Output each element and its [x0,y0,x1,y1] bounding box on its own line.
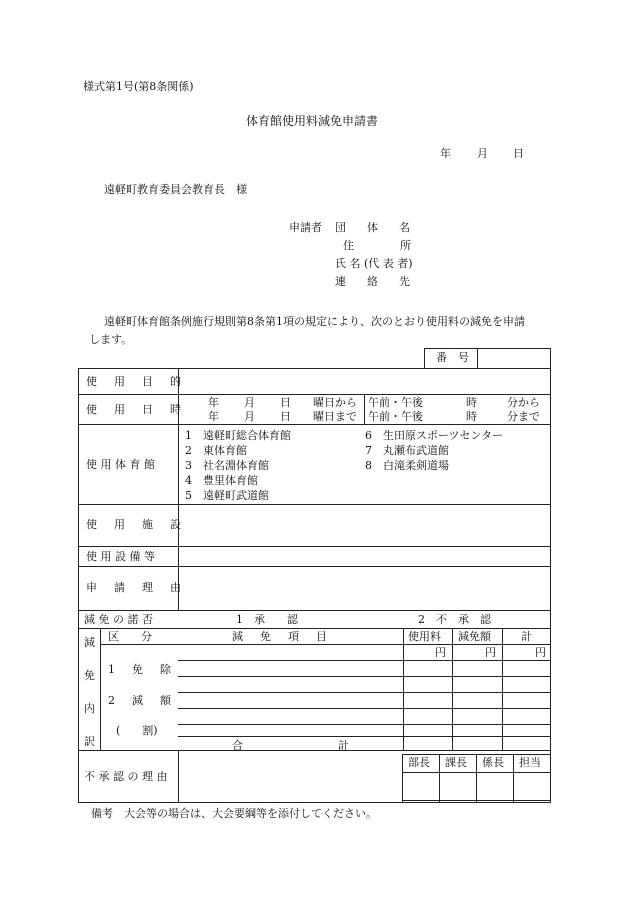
dt2-weekday: 曜日まで [313,410,357,423]
remarks: 備考 大会等の場合は、大会要綱等を添付してください。 [91,807,377,820]
gym-option: 4 豊里体育館 [185,474,258,487]
label-gym: 使 用 体 育 館 [86,458,155,471]
dt2-minute: 分まで [507,410,540,423]
rule [78,394,551,395]
applicant-name: 氏 名 (代 表 者) [335,257,413,270]
dt1-day: 日 [280,396,291,409]
rule [78,628,551,629]
body-text-line2: します。 [89,333,133,346]
dt1-weekday: 曜日から [313,396,357,409]
sum-total-label: 計 [338,739,349,752]
applicant-address: 住 所 [343,239,419,252]
rule [78,566,551,567]
dt2-month: 月 [244,410,255,423]
rule [178,724,551,725]
breakdown-side: 減 [84,636,95,649]
table-border [78,368,79,802]
rule [402,754,551,755]
breakdown-side: 内 [84,702,95,715]
dt1-minute: 分から [507,396,540,409]
stamp-dept-head: 部長 [408,756,430,769]
stamp-chief: 係長 [482,756,504,769]
rule [100,628,101,750]
approval-approve: 1 承 認 [236,613,298,626]
rule [78,424,551,425]
col-total: 計 [521,630,532,643]
rule [78,750,551,751]
rule [502,628,503,750]
rule [477,348,478,368]
rule [402,800,551,801]
rule [452,628,453,750]
body-text-line1: 遠軽町体育館条例施行規則第8条第1項の規定により、次のとおり使用料の減免を申請 [104,315,525,328]
label-reason: 申 請 理 由 [86,581,184,594]
col-item: 減 免 項 目 [232,630,330,643]
dt1-month: 月 [244,396,255,409]
approval-disapprove: 2 不 承 認 [418,613,491,626]
rule [178,750,179,802]
addressee: 遠軽町教育委員会教育長 様 [104,183,247,196]
rule [402,754,403,802]
category-exempt: 1 免 除 [108,663,174,676]
yen-fee: 円 [435,646,446,659]
applicant-contact: 連 絡 先 [335,275,415,288]
label-equipment: 使 用 設 備 等 [86,550,155,563]
form-number: 様式第1号(第8条関係) [83,80,194,93]
label-disapproval-reason: 不 承 認 の 理 由 [84,770,168,783]
dt2-hour: 時 [466,410,477,423]
gym-option: 8 白滝柔剣道場 [365,459,449,472]
rule [78,504,551,505]
col-amount: 減免額 [458,630,491,643]
rule [364,394,365,424]
rule [476,754,477,802]
rule [178,676,551,677]
col-fee: 使用料 [408,630,441,643]
gym-option: 3 社名淵体育館 [185,459,269,472]
category-reduce: 2 減 額 [108,694,174,707]
gym-option: 6 生田原スポーツセンター [365,429,504,442]
rule [78,546,551,547]
label-facility: 使 用 施 設 [86,518,184,531]
category-percent: ( 割) [116,724,158,737]
gym-option: 7 丸瀬布武道館 [365,444,449,457]
date-month: 月 [477,147,488,160]
rule [178,736,551,737]
table-border [78,368,551,369]
dt2-year: 年 [208,410,219,423]
rule [78,610,551,611]
table-border [78,802,551,803]
date-year: 年 [440,147,451,160]
dt1-year: 年 [208,396,219,409]
page-title: 体育館使用料減免申請書 [246,114,379,128]
label-purpose: 使 用 目 的 [86,375,184,388]
rule [100,644,551,645]
label-datetime: 使 用 日 時 [86,403,184,416]
date-day: 日 [513,147,524,160]
gym-option: 2 東体育館 [185,444,247,457]
dt2-ampm: 午前・午後 [368,410,423,423]
gym-option: 5 遠軽町武道館 [185,489,269,502]
rule [178,660,551,661]
rule [513,754,514,802]
applicant-group-name: 団 体 名 [335,221,415,234]
rule [178,708,551,709]
sum-label: 合 [232,739,243,752]
stamp-section-head: 課長 [445,756,467,769]
yen-amount: 円 [485,646,496,659]
number-label: 番 号 [436,351,469,364]
stamp-staff: 担当 [519,756,541,769]
label-approval: 減 免 の 諾 否 [84,613,153,626]
rule [439,754,440,802]
table-border [550,348,551,802]
dt1-ampm: 午前・午後 [368,396,423,409]
rule [424,348,425,368]
gym-option: 1 遠軽町総合体育館 [185,429,291,442]
rule [178,692,551,693]
dt2-day: 日 [280,410,291,423]
rule [403,628,404,750]
rule [424,348,551,349]
col-category: 区 分 [108,630,152,643]
breakdown-side: 訳 [84,735,95,748]
yen-total: 円 [535,646,546,659]
applicant-label: 申請者 [289,221,322,234]
breakdown-side: 免 [84,669,95,682]
dt1-hour: 時 [466,396,477,409]
